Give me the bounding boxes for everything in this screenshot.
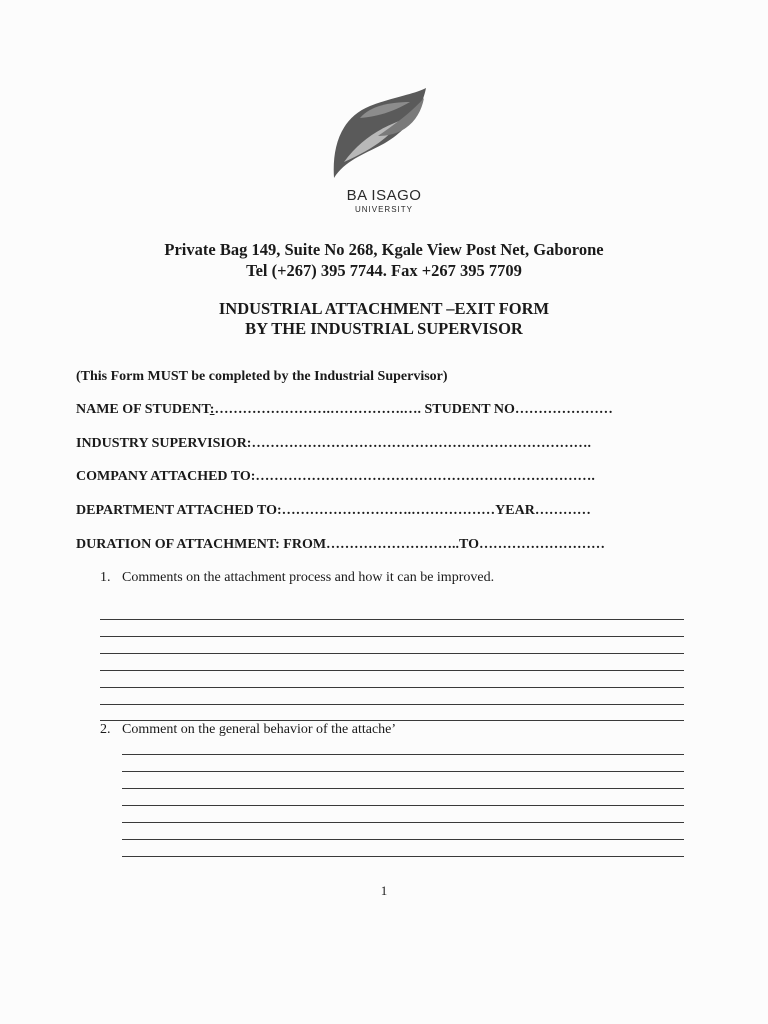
question-1 xyxy=(100,570,494,586)
question-2-text: Comment on the general behavior of the attache’ xyxy=(122,722,397,737)
answer-line[interactable] xyxy=(100,653,684,654)
question-1-text: Comments on the attachment process and how it can be improved. xyxy=(122,570,495,585)
student-name-colon: : xyxy=(209,402,215,417)
answer-line[interactable] xyxy=(122,856,684,857)
answer-line[interactable] xyxy=(100,619,684,620)
student-name-dots: …………………….…………….…. xyxy=(214,402,425,417)
postal-address: Private Bag 149, Suite No 268, Kgale View Post Net, Gaborone xyxy=(164,240,604,259)
answer-line[interactable] xyxy=(100,687,684,688)
answer-line[interactable] xyxy=(122,839,684,840)
form-title: INDUSTRIAL ATTACHMENT –EXIT FORM xyxy=(218,299,550,318)
answer-line[interactable] xyxy=(122,788,684,789)
company-field[interactable]: COMPANY ATTACHED TO:………………………………………………………………. xyxy=(76,469,595,484)
student-no-label: STUDENT NO………………… xyxy=(424,402,613,417)
question-2-number: 2. xyxy=(100,722,111,737)
student-name-field[interactable] xyxy=(76,402,613,418)
question-2 xyxy=(100,722,396,738)
answer-line[interactable] xyxy=(122,805,684,806)
duration-field[interactable]: DURATION OF ATTACHMENT: FROM………………………..TO……………………… xyxy=(76,537,606,552)
answer-line[interactable] xyxy=(100,670,684,671)
answer-line[interactable] xyxy=(122,822,684,823)
answer-line[interactable] xyxy=(122,754,684,755)
university-name: BA ISAGO xyxy=(346,187,422,204)
university-subtitle: UNIVERSITY xyxy=(354,205,413,214)
form-subtitle: BY THE INDUSTRIAL SUPERVISOR xyxy=(245,319,523,338)
answer-line[interactable] xyxy=(100,704,684,705)
completion-note: (This Form MUST be completed by the Industrial Supervisor) xyxy=(76,369,448,384)
page-number: 1 xyxy=(380,883,388,898)
answer-line[interactable] xyxy=(122,771,684,772)
industry-supervisor-field[interactable]: INDUSTRY SUPERVISIOR:………………………………………………………………. xyxy=(76,436,591,451)
student-name-label: NAME OF STUDENT xyxy=(76,402,210,417)
answer-line[interactable] xyxy=(100,720,684,721)
contact-numbers: Tel (+267) 395 7744. Fax +267 395 7709 xyxy=(246,261,522,280)
leaf-logo-icon xyxy=(330,88,430,180)
question-1-number: 1. xyxy=(100,570,111,585)
department-year-field[interactable]: DEPARTMENT ATTACHED TO:……………………….………………YEAR………… xyxy=(76,503,591,518)
answer-line[interactable] xyxy=(100,636,684,637)
